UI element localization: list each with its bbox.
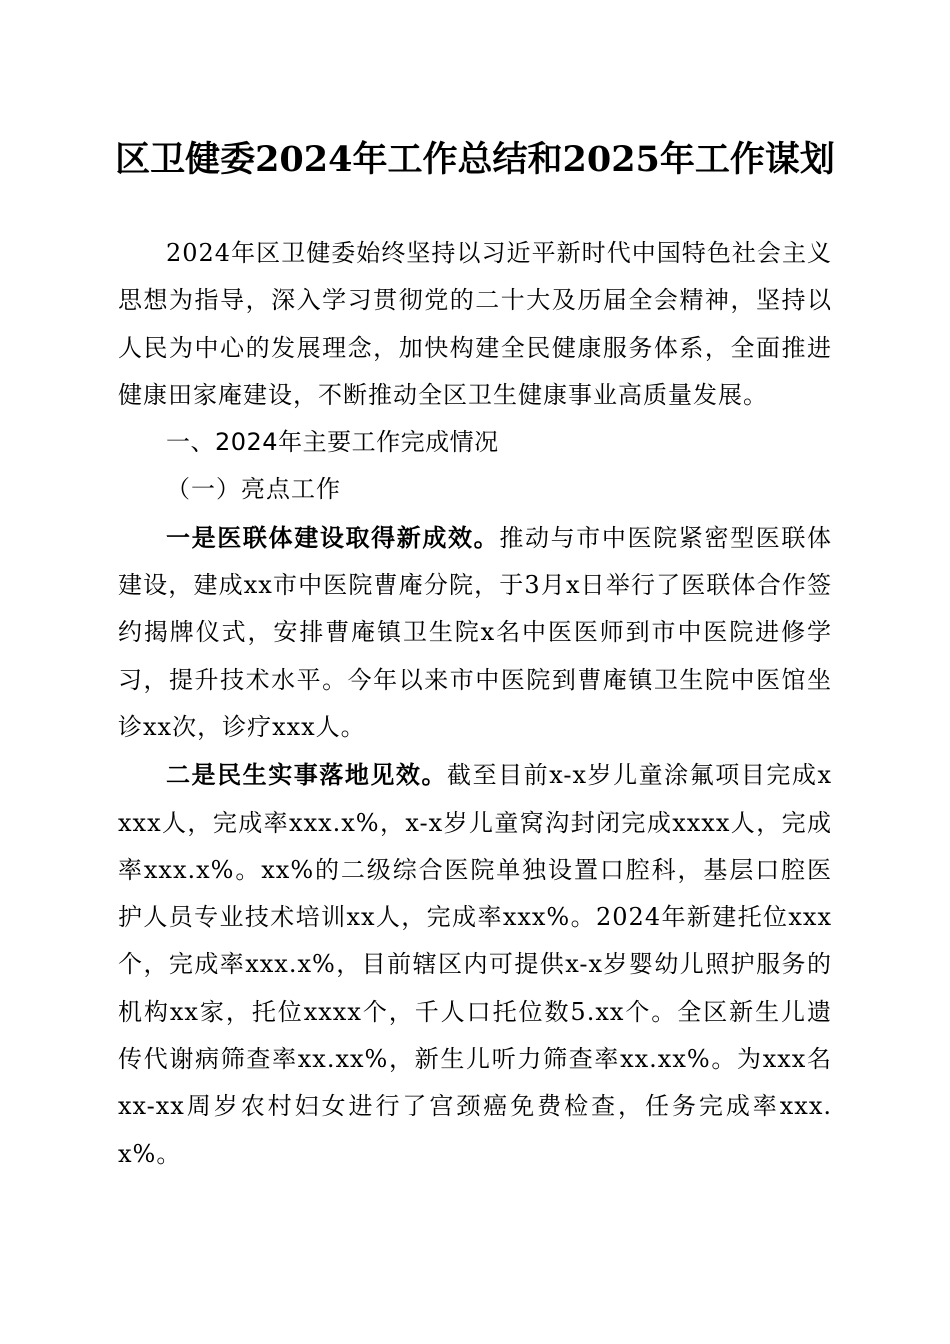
item-lead-2: 二是民生实事落地见效。 bbox=[166, 760, 448, 790]
document-title: 区卫健委2024年工作总结和2025年工作谋划 bbox=[115, 139, 835, 180]
item-lead-1: 一是医联体建设取得新成效。 bbox=[166, 522, 500, 552]
document-body bbox=[118, 230, 832, 1178]
item-text-1: 推动与市中医院紧密型医联体建设，建成xx市中医院曹庵分院，于3月x日举行了医联体合作签约揭牌仪式，安排曹庵镇卫生院x名中医医师到市中医院进修学习，提升技术水平。今年以来市中医院到曹庵镇卫生院中医馆坐诊xx次，诊疗xxx人。 bbox=[118, 523, 833, 741]
section-heading: 一、2024年主要工作完成情况 bbox=[166, 428, 499, 457]
item-paragraph-1 bbox=[118, 514, 832, 751]
subsection-heading: （一）亮点工作 bbox=[166, 475, 341, 504]
item-paragraph-2 bbox=[118, 751, 832, 1178]
item-text-2: 截至目前x-x岁儿童涂氟项目完成xxxx人，完成率xxx.x%，x-x岁儿童窝沟封闭完成xxxx人，完成率xxx.x%。xx%的二级综合医院单独设置口腔科，基层口腔医护人员专业技术培训xx人，完成率xxx%。2024年新建托位xxx个，完成率xxx.x%，目前辖区内可提供x-x岁婴幼儿照护服务的机构xx家，托位xxxx个，千人口托位数5.xx个。全区新生儿遗传代谢病筛查率xx.xx%，新生儿听力筛查率xx.xx%。为xxx名xx-xx周岁农村妇女进行了宫颈癌免费检查，任务完成率xxx.x%。 bbox=[118, 761, 832, 1168]
intro-paragraph: 2024年区卫健委始终坚持以习近平新时代中国特色社会主义思想为指导，深入学习贯彻党的二十大及历届全会精神，坚持以人民为中心的发展理念，加快构建全民健康服务体系，全面推进健康田家庵建设，不断推动全区卫生健康事业高质量发展。 bbox=[118, 239, 832, 409]
